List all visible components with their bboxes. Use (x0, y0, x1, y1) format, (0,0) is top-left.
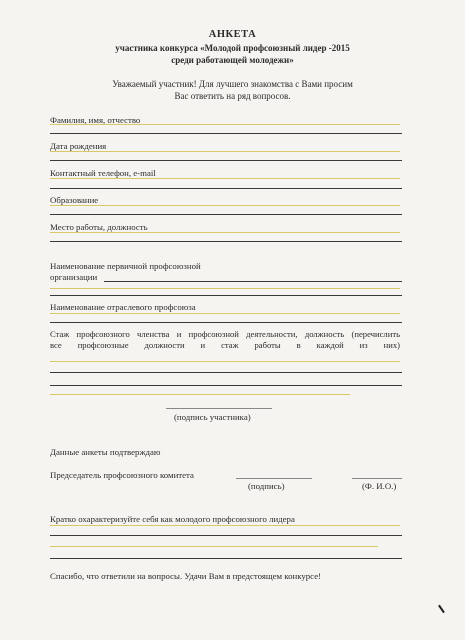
form-subtitle: участника конкурса «Молодой профсоюзный лидер -2015 (115, 43, 350, 53)
closing-text: Спасибо, что ответили на вопросы. Удачи Вам в предстоящем конкурсе! (50, 571, 322, 581)
field-label-contact: Контактный телефон, e-mail (50, 168, 156, 178)
chairman-initials-line[interactable] (352, 478, 402, 479)
chairman-signature-line[interactable] (236, 478, 312, 479)
field-label-birth: Дата рождения (50, 141, 107, 151)
describe-label: Кратко охарактеризуйте себя как молодого профсоюзного лидера (50, 514, 295, 524)
signature-label: (подпись) (248, 481, 285, 491)
field-label-education: Образование (50, 195, 99, 205)
form-subtitle-2: среди работающей молодежи» (171, 55, 294, 65)
initials-label: (Ф. И.О.) (362, 481, 397, 491)
guide-line (50, 525, 400, 526)
guide-line (50, 546, 378, 547)
describe-answer-line-2[interactable] (50, 558, 402, 559)
org-answer-line[interactable] (104, 281, 402, 282)
field-label-experience: Стаж профсоюзного членства и профсоюзной деятельности, должность (перечислить (50, 329, 400, 339)
describe-answer-line[interactable] (50, 535, 402, 536)
intro-line-2: Вас ответить на ряд вопросов. (174, 91, 291, 101)
contact-answer-line[interactable] (50, 188, 402, 189)
guide-line (50, 313, 400, 314)
form-title: АНКЕТА (208, 29, 257, 40)
org-answer-line-2[interactable] (50, 295, 402, 296)
field-label-org: Наименование первичной профсоюзной (50, 261, 201, 271)
field-label-fio: Фамилия, имя, отчество (50, 115, 141, 125)
guide-line (50, 124, 400, 125)
scan-mark (438, 602, 449, 613)
guide-line (50, 151, 400, 152)
guide-line (50, 361, 400, 362)
guide-line (50, 178, 400, 179)
chairman-label: Председатель профсоюзного комитета (50, 470, 194, 480)
experience-answer-line[interactable] (50, 372, 402, 373)
guide-line (50, 232, 400, 233)
guide-line (50, 205, 400, 206)
work-answer-line[interactable] (50, 241, 402, 242)
confirm-text: Данные анкеты подтверждаю (50, 447, 161, 457)
experience-answer-line-2[interactable] (50, 385, 402, 386)
guide-line (50, 394, 350, 395)
fio-answer-line[interactable] (50, 133, 402, 134)
participant-signature-label: (подпись участника) (174, 412, 251, 422)
field-label-union: Наименование отраслевого профсоюза (50, 302, 196, 312)
intro-line-1: Уважаемый участник! Для лучшего знакомства с Вами просим (112, 79, 353, 89)
field-label-experience-2: все профсоюзные должности и стаж работы в каждой из них) (50, 340, 400, 350)
education-answer-line[interactable] (50, 214, 402, 215)
union-answer-line[interactable] (50, 322, 402, 323)
field-label-work: Место работы, должность (50, 222, 148, 232)
birth-answer-line[interactable] (50, 160, 402, 161)
participant-signature-line[interactable] (166, 408, 272, 409)
field-label-org-2: организации (50, 272, 98, 282)
guide-line (50, 288, 400, 289)
